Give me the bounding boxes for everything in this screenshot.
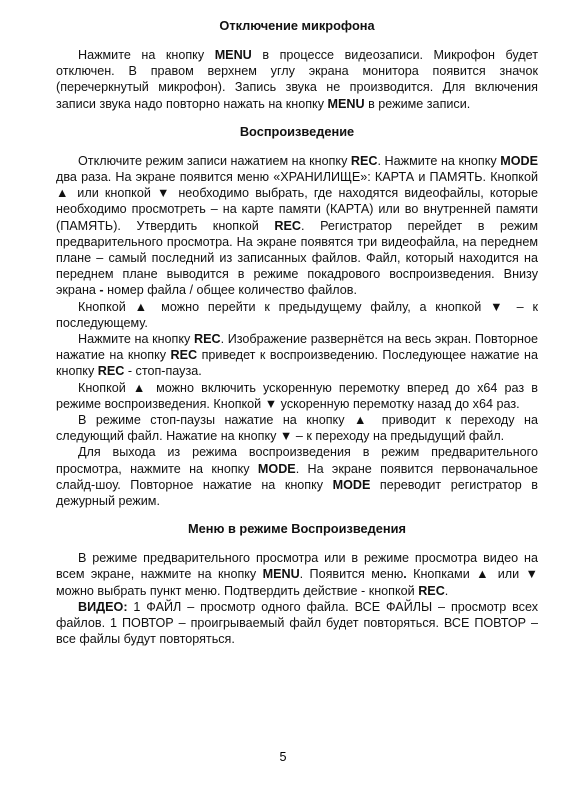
bold-term: - <box>99 283 104 298</box>
paragraph <box>56 550 538 599</box>
bold-term: MODE <box>500 153 538 168</box>
bold-term: MENU <box>262 567 300 582</box>
section-title: Воспроизведение <box>239 123 355 139</box>
text-run: . <box>444 583 449 598</box>
section-title: Отключение микрофона <box>219 18 375 33</box>
bold-term: REC <box>274 218 301 233</box>
document-page <box>56 18 538 660</box>
text-run: 1 ФАЙЛ – просмотр одного файла. ВСЕ ФАЙЛЫ – просмотр всех файлов. 1 ПОВТОР – проигрываемый файл будет повторяться. ВСЕ ПОВТОР – все файлы будут повторяться. <box>56 599 538 647</box>
section-title: Меню в режиме Воспроизведения <box>188 521 406 537</box>
bold-term: ВИДЕО: <box>78 599 128 614</box>
text-run: . На экране появится первоначальное слайд-шоу. Повторное нажатие на кнопку <box>56 461 539 492</box>
bold-term: . <box>403 567 407 582</box>
section-microphone-off <box>56 18 538 112</box>
section-playback-menu <box>56 521 538 647</box>
bold-term: REC <box>350 153 378 168</box>
paragraph <box>56 444 538 509</box>
section-playback <box>56 124 538 509</box>
text-run: Нажмите на кнопку <box>78 332 194 347</box>
paragraph <box>56 47 538 112</box>
paragraph <box>56 412 538 444</box>
page-number: 5 <box>279 750 287 764</box>
text-run: . Появится меню <box>299 567 404 582</box>
bold-term: REC <box>97 364 125 379</box>
text-run: Кнопкой ▲ можно включить ускоренную перемотку вперед до x64 раз в режиме воспроизведения. Кнопкой ▼ ускоренную перемотку назад до x64 раз. <box>56 380 538 411</box>
text-run: Нажмите на кнопку <box>78 48 215 62</box>
bold-term: MODE <box>332 477 371 492</box>
text-run: Отключите режим записи нажатием на кнопку <box>78 153 351 168</box>
paragraph <box>56 153 538 299</box>
text-run: два раза. На экране появится меню «ХРАНИЛИЩЕ»: КАРТА и ПАМЯТЬ. Кнопкой ▲ или кнопкой ▼ необходимо выбрать, где находятся видеофайлы, которые необходимо просмотреть – на карте памяти (КАРТА) или во внутренней памяти (ПАМЯТЬ). Утвердить кнопкой <box>56 170 538 233</box>
paragraph <box>56 599 538 648</box>
paragraph <box>56 380 538 412</box>
text-run: в процессе видеозаписи. Микрофон будет отключен. В правом верхнем углу экрана монитора появится значок (перечеркнутый микрофон). Запись звука не производится. Для включения записи звука надо повторно нажать на кнопку <box>56 48 538 111</box>
bold-term: MENU <box>327 96 365 111</box>
text-run: В режиме предварительного просмотра или в режиме просмотра видео на всем экране, нажмите на кнопку <box>56 551 538 582</box>
paragraph <box>56 299 538 331</box>
bold-term: REC <box>418 583 445 598</box>
text-run: Кнопками ▲ или ▼ можно выбрать пункт меню. Подтвердить действие - кнопкой <box>56 567 538 598</box>
paragraph <box>56 331 538 380</box>
bold-term: MENU <box>214 48 252 62</box>
text-run: Для выхода из режима воспроизведения в режим предварительного просмотра, нажмите на кнопку <box>56 445 538 476</box>
bold-term: MODE <box>257 461 296 476</box>
bold-term: REC <box>170 348 198 363</box>
bold-term: REC <box>193 332 221 347</box>
text-run: . Регистратор перейдет в режим предварительного просмотра. На экране появятся три видеофайла, на переднем плане – самый последний из записанных файлов. Файл, который находится на переднем плане выводится в режиме покадрового воспроизведения. Внизу экрана <box>56 218 538 298</box>
text-run: В режиме стоп-паузы нажатие на кнопку ▲ приводит к переходу на следующий файл. Нажатие на кнопку ▼ – к переходу на предыдущий файл. <box>56 413 538 444</box>
text-run: - стоп-пауза. <box>124 364 202 379</box>
text-run: . Изображение развернётся на весь экран. Повторное нажатие на кнопку <box>56 332 539 363</box>
text-run: . Нажмите на кнопку <box>377 153 501 168</box>
text-run: номер файла / общее количество файлов. <box>103 283 357 298</box>
text-run: приведет к воспроизведению. Последующее нажатие на кнопку <box>56 348 538 379</box>
text-run: в режиме записи. <box>364 96 471 111</box>
text-run: переводит регистратор в дежурный режим. <box>56 477 538 509</box>
text-run: Кнопкой ▲ можно перейти к предыдущему файлу, а кнопкой ▼ – к последующему. <box>56 299 538 330</box>
